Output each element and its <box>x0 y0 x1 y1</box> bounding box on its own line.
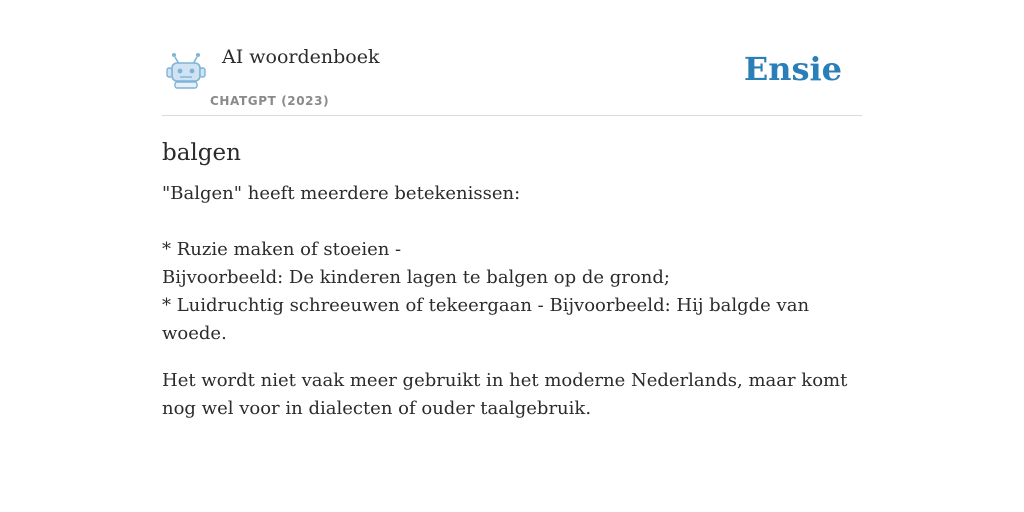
definition-line: * Ruzie maken of stoeien - <box>162 239 402 260</box>
source-subtitle: CHATGPT (2023) <box>210 94 330 108</box>
definition-line: * Luidruchtig schreeuwen of tekeergaan - Bijvoorbeeld: Hij balgde van woede. <box>162 295 810 344</box>
definition-line: Bijvoorbeeld: De kinderen lagen te balgen op de grond; <box>162 267 670 288</box>
brand-logo[interactable]: Ensie <box>743 50 842 88</box>
entry-word: balgen <box>162 140 241 166</box>
definition-card <box>162 40 862 423</box>
robot-icon <box>166 52 206 92</box>
definition-outro: Het wordt niet vaak meer gebruikt in het moderne Nederlands, maar komt nog wel voor in dialecten of ouder taalgebruik. <box>162 370 848 419</box>
definition-intro: "Balgen" heeft meerdere betekenissen: <box>162 183 521 204</box>
definition-body <box>162 180 862 423</box>
card-header <box>162 40 862 116</box>
source-title[interactable]: AI woordenboek <box>222 46 380 68</box>
